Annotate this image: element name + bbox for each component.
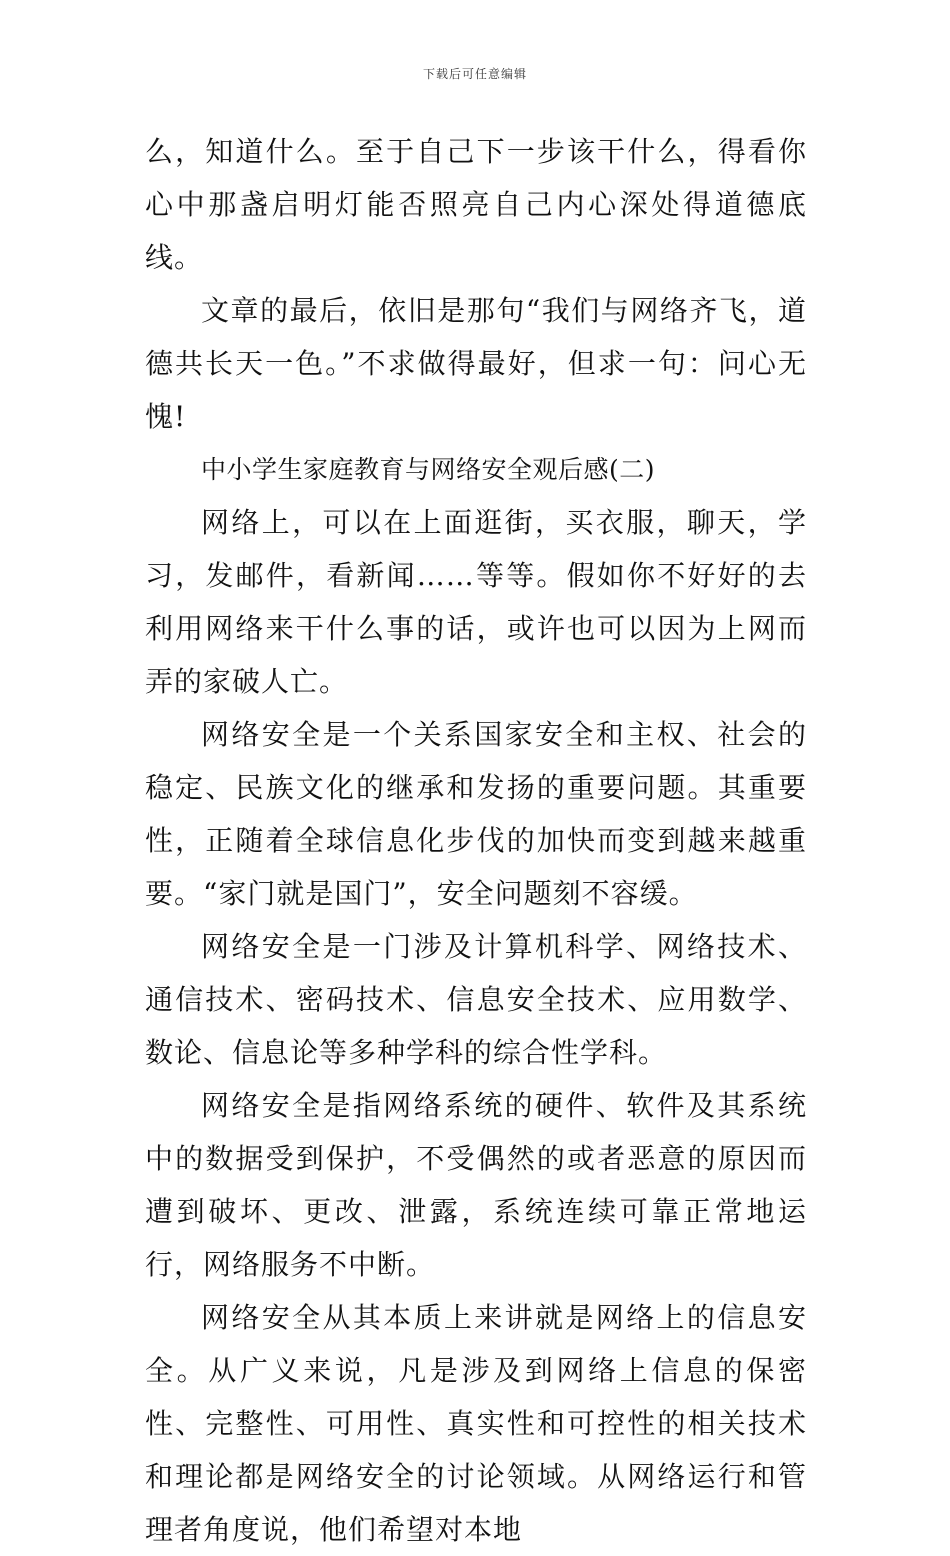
paragraph-6: 网络安全是指网络系统的硬件、软件及其系统中的数据受到保护，不受偶然的或者恶意的原因而遭到破坏、更改、泄露，系统连续可靠正常地运行，网络服务不中断。	[145, 1089, 807, 1281]
paragraph-2: 文章的最后，依旧是那句“我们与网络齐飞，道德共长天一色。”不求做得最好，但求一句：问心无愧!	[145, 294, 807, 433]
page-header: 下载后可任意编辑	[422, 67, 527, 81]
section-title: 中小学生家庭教育与网络安全观后感(二)	[201, 455, 656, 484]
paragraph-3: 网络上，可以在上面逛街，买衣服，聊天，学习，发邮件，看新闻……等等。假如你不好好的去利用网络来干什么事的话，或许也可以因为上网而弄的家破人亡。	[145, 506, 807, 698]
document-body	[145, 125, 807, 1556]
paragraph-4: 网络安全是一个关系国家安全和主权、社会的稳定、民族文化的继承和发扬的重要问题。其重要性，正随着全球信息化步伐的加快而变到越来越重要。“家门就是国门”，安全问题刻不容缓。	[145, 718, 807, 910]
paragraph-5: 网络安全是一门涉及计算机科学、网络技术、通信技术、密码技术、信息安全技术、应用数学、数论、信息论等多种学科的综合性学科。	[145, 930, 807, 1069]
paragraph-7: 网络安全从其本质上来讲就是网络上的信息安全。从广义来说，凡是涉及到网络上信息的保密性、完整性、可用性、真实性和可控性的相关技术和理论都是网络安全的讨论领域。从网络运行和管理者角度说，他们希望对本地	[145, 1301, 807, 1546]
paragraph-1: 么，知道什么。至于自己下一步该干什么，得看你心中那盏启明灯能否照亮自己内心深处得道德底线。	[145, 135, 807, 274]
